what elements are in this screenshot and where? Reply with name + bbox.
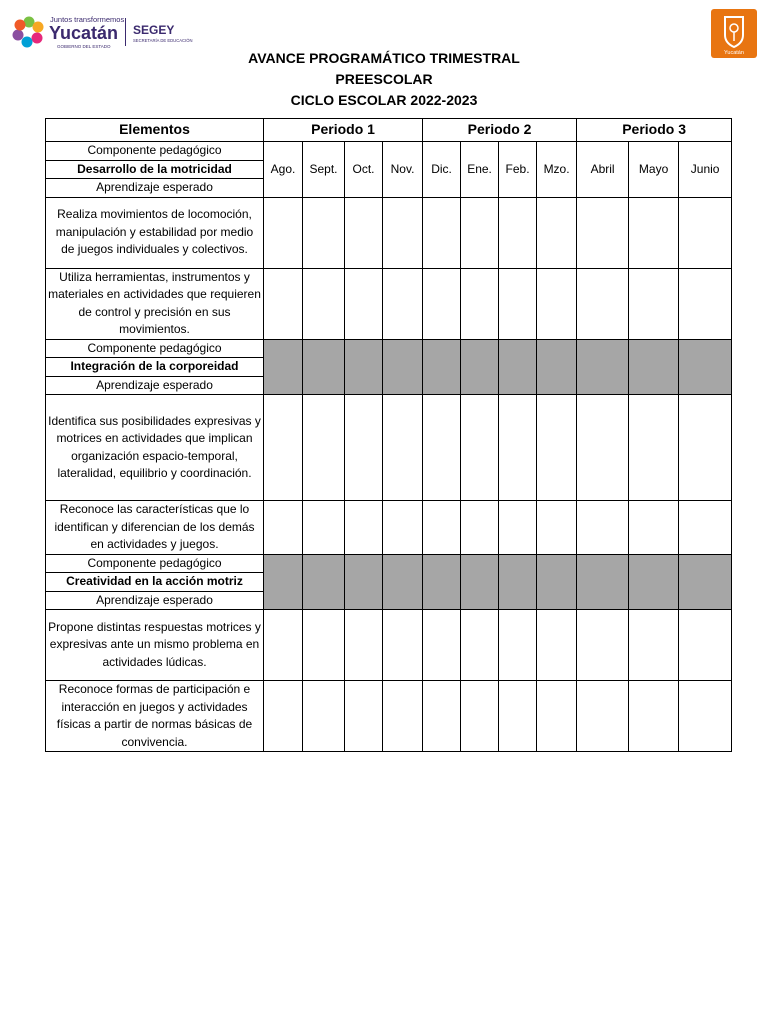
shaded-cell	[383, 339, 423, 395]
logo-agency-sub: SECRETARÍA DE EDUCACIÓN	[133, 38, 193, 43]
progress-cell[interactable]	[303, 395, 345, 501]
table-row	[46, 681, 732, 752]
progress-cell[interactable]	[679, 681, 732, 752]
shaded-cell	[679, 554, 732, 610]
shaded-cell	[499, 339, 537, 395]
shaded-cell	[577, 339, 629, 395]
progress-cell[interactable]	[499, 395, 537, 501]
progress-cell[interactable]	[537, 681, 577, 752]
progress-cell[interactable]	[345, 681, 383, 752]
table-row	[46, 197, 732, 268]
logo-gov-label: GOBIERNO DEL ESTADO	[57, 44, 111, 49]
progress-cell[interactable]	[537, 501, 577, 555]
progress-cell[interactable]	[383, 268, 423, 339]
month-ene: Ene.	[461, 142, 499, 198]
section-row	[46, 142, 732, 161]
progress-cell[interactable]	[461, 501, 499, 555]
componente-name: Creatividad en la acción motriz	[46, 573, 264, 592]
progress-cell[interactable]	[345, 268, 383, 339]
aprendizaje-item: Reconoce las características que lo identifican y diferencian de los demás en actividades y juegos.	[46, 501, 264, 555]
month-sept: Sept.	[303, 142, 345, 198]
aprendizaje-item: Utiliza herramientas, instrumentos y materiales en actividades que requieren de control y precisión en sus movimientos.	[46, 268, 264, 339]
table-row	[46, 395, 732, 501]
shaded-cell	[629, 339, 679, 395]
progress-cell[interactable]	[577, 681, 629, 752]
progress-cell[interactable]	[345, 501, 383, 555]
progress-cell[interactable]	[303, 681, 345, 752]
progress-cell[interactable]	[264, 395, 303, 501]
componente-label: Componente pedagógico	[46, 142, 264, 161]
table-row	[46, 501, 732, 555]
shaded-cell	[499, 554, 537, 610]
progress-cell[interactable]	[423, 197, 461, 268]
progress-cell[interactable]	[461, 395, 499, 501]
shaded-cell	[537, 554, 577, 610]
progress-cell[interactable]	[264, 501, 303, 555]
shaded-cell	[629, 554, 679, 610]
progress-cell[interactable]	[629, 395, 679, 501]
progress-cell[interactable]	[461, 681, 499, 752]
shaded-cell	[303, 339, 345, 395]
progress-cell[interactable]	[383, 501, 423, 555]
progress-cell[interactable]	[679, 268, 732, 339]
progress-cell[interactable]	[303, 197, 345, 268]
progress-cell[interactable]	[383, 197, 423, 268]
progress-cell[interactable]	[461, 268, 499, 339]
shaded-cell	[345, 339, 383, 395]
progress-cell[interactable]	[577, 268, 629, 339]
progress-cell[interactable]	[629, 197, 679, 268]
section-row	[46, 339, 732, 358]
progress-cell[interactable]	[577, 395, 629, 501]
progress-cell[interactable]	[423, 395, 461, 501]
progress-cell[interactable]	[499, 610, 537, 681]
progress-cell[interactable]	[345, 197, 383, 268]
progress-cell[interactable]	[679, 395, 732, 501]
logo-agency: SEGEY	[133, 23, 175, 37]
logo-state-name: Yucatán	[49, 23, 119, 43]
month-feb: Feb.	[499, 142, 537, 198]
progress-cell[interactable]	[537, 197, 577, 268]
progress-cell[interactable]	[577, 197, 629, 268]
table-row	[46, 268, 732, 339]
progress-cell[interactable]	[383, 395, 423, 501]
month-mzo: Mzo.	[537, 142, 577, 198]
progress-cell[interactable]	[461, 197, 499, 268]
title-line-2: PREESCOLAR	[335, 71, 433, 87]
shaded-cell	[383, 554, 423, 610]
progress-cell[interactable]	[679, 610, 732, 681]
header-periodo-1: Periodo 1	[264, 119, 423, 142]
progress-cell[interactable]	[264, 197, 303, 268]
progress-cell[interactable]	[383, 610, 423, 681]
progress-cell[interactable]	[423, 501, 461, 555]
month-junio: Junio	[679, 142, 732, 198]
progress-cell[interactable]	[499, 501, 537, 555]
aprendizaje-item: Reconoce formas de participación e interacción en juegos y actividades físicas a partir de normas básicas de convivencia.	[46, 681, 264, 752]
progress-cell[interactable]	[629, 610, 679, 681]
month-mayo: Mayo	[629, 142, 679, 198]
shaded-cell	[423, 554, 461, 610]
progress-cell[interactable]	[345, 610, 383, 681]
shaded-cell	[537, 339, 577, 395]
progress-cell[interactable]	[679, 197, 732, 268]
table-row	[46, 610, 732, 681]
progress-cell[interactable]	[345, 395, 383, 501]
program-progress-table	[45, 118, 732, 752]
progress-cell[interactable]	[629, 268, 679, 339]
aprendizaje-item: Identifica sus posibilidades expresivas y motrices en actividades que implican organización espacio-temporal, lateralidad, equilibrio y coordinación.	[46, 395, 264, 501]
flower-emblem-icon	[13, 17, 44, 48]
progress-cell[interactable]	[499, 681, 537, 752]
progress-cell[interactable]	[577, 610, 629, 681]
progress-cell[interactable]	[499, 268, 537, 339]
componente-label: Componente pedagógico	[46, 339, 264, 358]
logo-slogan: Juntos transformemos	[50, 15, 125, 24]
componente-name: Desarrollo de la motricidad	[46, 160, 264, 179]
progress-cell[interactable]	[264, 268, 303, 339]
header-periodo-2: Periodo 2	[423, 119, 577, 142]
progress-cell[interactable]	[499, 197, 537, 268]
aprendizaje-item: Propone distintas respuestas motrices y expresivas ante un mismo problema en actividades lúdicas.	[46, 610, 264, 681]
progress-cell[interactable]	[629, 681, 679, 752]
progress-cell[interactable]	[303, 501, 345, 555]
componente-label: Componente pedagógico	[46, 554, 264, 573]
shaded-cell	[679, 339, 732, 395]
document-title-block	[0, 48, 768, 111]
progress-cell[interactable]	[423, 610, 461, 681]
shaded-cell	[577, 554, 629, 610]
title-line-1: AVANCE PROGRAMÁTICO TRIMESTRAL	[248, 50, 520, 66]
progress-cell[interactable]	[303, 610, 345, 681]
aprendizaje-label: Aprendizaje esperado	[46, 376, 264, 395]
month-ago: Ago.	[264, 142, 303, 198]
aprendizaje-item: Realiza movimientos de locomoción, manipulación y estabilidad por medio de juegos individuales y colectivos.	[46, 197, 264, 268]
shaded-cell	[345, 554, 383, 610]
shaded-cell	[461, 339, 499, 395]
section-row	[46, 554, 732, 573]
progress-cell[interactable]	[383, 681, 423, 752]
progress-cell[interactable]	[264, 681, 303, 752]
progress-cell[interactable]	[264, 610, 303, 681]
progress-cell[interactable]	[537, 395, 577, 501]
shield-caption: Yucatán	[724, 50, 744, 56]
title-line-3: CICLO ESCOLAR 2022-2023	[290, 92, 478, 108]
month-dic: Dic.	[423, 142, 461, 198]
progress-cell[interactable]	[629, 501, 679, 555]
shaded-cell	[264, 554, 303, 610]
aprendizaje-label: Aprendizaje esperado	[46, 179, 264, 198]
month-nov: Nov.	[383, 142, 423, 198]
progress-cell[interactable]	[537, 268, 577, 339]
progress-cell[interactable]	[461, 610, 499, 681]
shaded-cell	[461, 554, 499, 610]
shaded-cell	[423, 339, 461, 395]
progress-cell[interactable]	[423, 681, 461, 752]
componente-name: Integración de la corporeidad	[46, 358, 264, 377]
progress-cell[interactable]	[679, 501, 732, 555]
progress-cell[interactable]	[577, 501, 629, 555]
shaded-cell	[303, 554, 345, 610]
shaded-cell	[264, 339, 303, 395]
header-periodo-3: Periodo 3	[577, 119, 732, 142]
progress-cell[interactable]	[303, 268, 345, 339]
month-abril: Abril	[577, 142, 629, 198]
header-elementos: Elementos	[46, 119, 264, 142]
aprendizaje-label: Aprendizaje esperado	[46, 591, 264, 610]
header-row	[46, 119, 732, 142]
progress-cell[interactable]	[537, 610, 577, 681]
month-oct: Oct.	[345, 142, 383, 198]
progress-cell[interactable]	[423, 268, 461, 339]
